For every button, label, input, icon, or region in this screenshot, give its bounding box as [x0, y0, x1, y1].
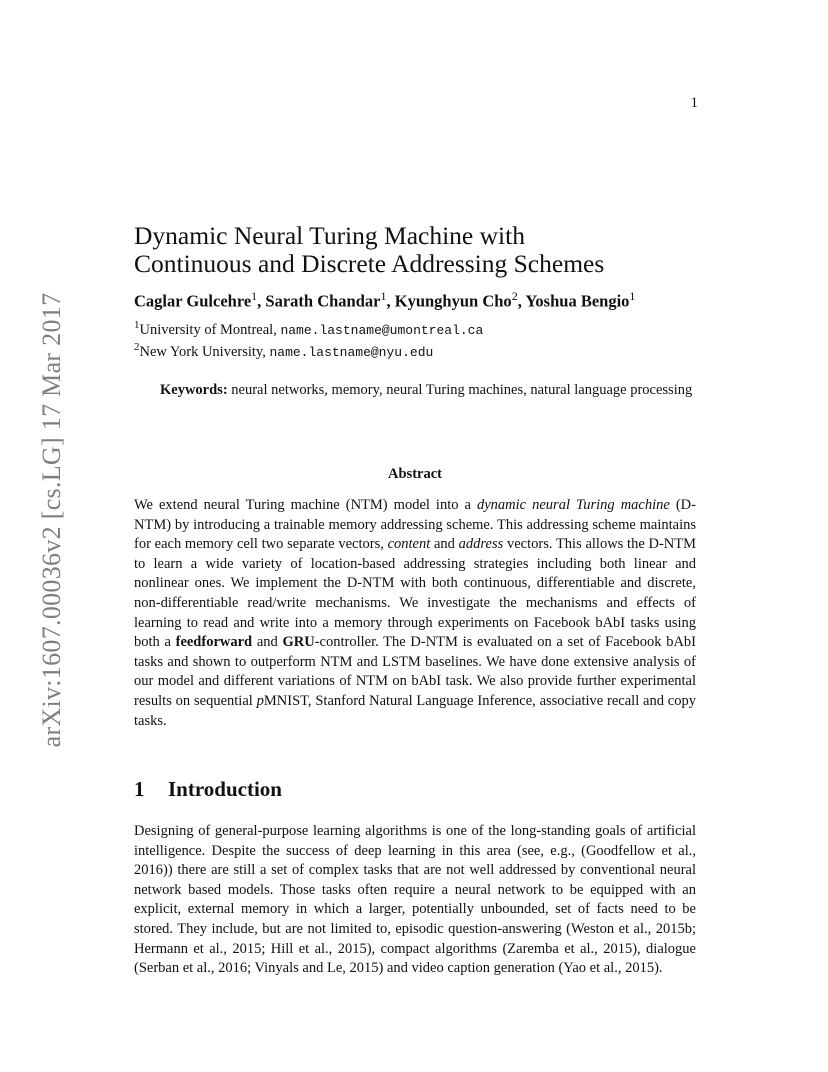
abstract-text: (D-NTM) by introducing a trainable memory addressing scheme. This addressing scheme maintains for each memory cell two separate vectors, [134, 497, 696, 553]
keywords-label: Keywords: [160, 382, 228, 398]
abstract-emphasis: dynamic neural Turing machine [476, 497, 670, 513]
abstract-emphasis: p [256, 692, 264, 709]
affiliation-mark: 1 [134, 319, 140, 331]
affiliation-name: University of Montreal, [139, 321, 281, 338]
affiliation [134, 319, 483, 339]
keywords-text: neural networks, memory, neural Turing machines, natural language processing [231, 382, 693, 398]
introduction-paragraph: Designing of general-purpose learning algorithms is one of the long-standing goals of artificial intelligence. Despite the success of deep learning in this area (see, e.g., (Goodfellow et al., 2016)) there are still a set of complex tasks that are not well addressed by conventional neural network based models. Those tasks often require a neural network to be equipped with an explicit, external memory in which a larger, potentially unbounded, set of facts need to be stored. They include, but are not limited to, episodic question-answering (Weston et al., 2015b; Hermann et al., 2015; Hill et al., 2015), compact algorithms (Zaremba et al., 2015), dialogue (Serban et al., 2016; Vinyals and Le, 2015) and video caption generation (Yao et al., 2015). [134, 823, 696, 977]
page-number: 1 [690, 95, 698, 111]
author-affiliation-mark: 1 [251, 289, 258, 303]
abstract-text: -controller. The D-NTM is evaluated on a set of Facebook bAbI tasks and shown to outperform NTM and LSTM baselines. We have done extensive analysis of our model and different variations of NTM on bAbI task. We also provide further experimental results on sequential [134, 634, 697, 709]
affiliation [134, 341, 433, 361]
section-number: 1 [134, 777, 145, 801]
affiliation-email: name.lastname@nyu.edu [269, 344, 434, 360]
title-line-1: Dynamic Neural Turing Machine with [134, 221, 525, 250]
keywords [134, 380, 696, 400]
abstract-bold: feedforward [175, 634, 253, 651]
abstract-emphasis: address [458, 536, 504, 553]
author-affiliation-mark: 1 [380, 289, 387, 303]
author-name: Caglar Gulcehre [134, 291, 252, 311]
author-affiliation-mark: 1 [629, 289, 636, 303]
title-line-2: Continuous and Discrete Addressing Schemes [134, 249, 605, 278]
abstract-emphasis: content [387, 536, 431, 553]
abstract-text: and [430, 536, 459, 553]
abstract-body [134, 496, 696, 731]
affiliation-mark: 2 [134, 341, 140, 353]
affiliation-email: name.lastname@umontreal.ca [280, 322, 484, 338]
author-separator: , [517, 291, 526, 311]
author-name: Yoshua Bengio [525, 291, 630, 311]
paper-title [134, 222, 734, 278]
author-name: Sarath Chandar [265, 291, 381, 311]
abstract-text: and [252, 634, 283, 651]
author-list [134, 289, 754, 312]
abstract-heading: Abstract [388, 466, 442, 482]
affiliation-name: New York University, [139, 343, 270, 360]
author-separator: , [257, 291, 266, 311]
section-heading [134, 777, 282, 802]
author-name: Kyunghyun Cho [394, 291, 512, 311]
arxiv-identifier: arXiv:1607.00036v2 [cs.LG] 17 Mar 2017 [37, 292, 66, 748]
section-title: Introduction [168, 777, 282, 801]
abstract-text: MNIST, Stanford Natural Language Inference, associative recall and copy tasks. [134, 692, 696, 729]
abstract-text: vectors. This allows the D-NTM to learn a wide variety of location-based addressing strategies including both linear and nonlinear ones. We implement the D-NTM with both continuous, differentiable and discrete, non-differentiable read/write mechanisms. We investigate the mechanisms and effects of learning to read and write into a memory through experiments on Facebook bAbI tasks using both a [134, 536, 697, 651]
author-affiliation-mark: 2 [511, 289, 518, 303]
abstract-bold: GRU [282, 634, 315, 651]
abstract-text: We extend neural Turing machine (NTM) model into a [134, 497, 477, 513]
author-separator: , [386, 291, 395, 311]
